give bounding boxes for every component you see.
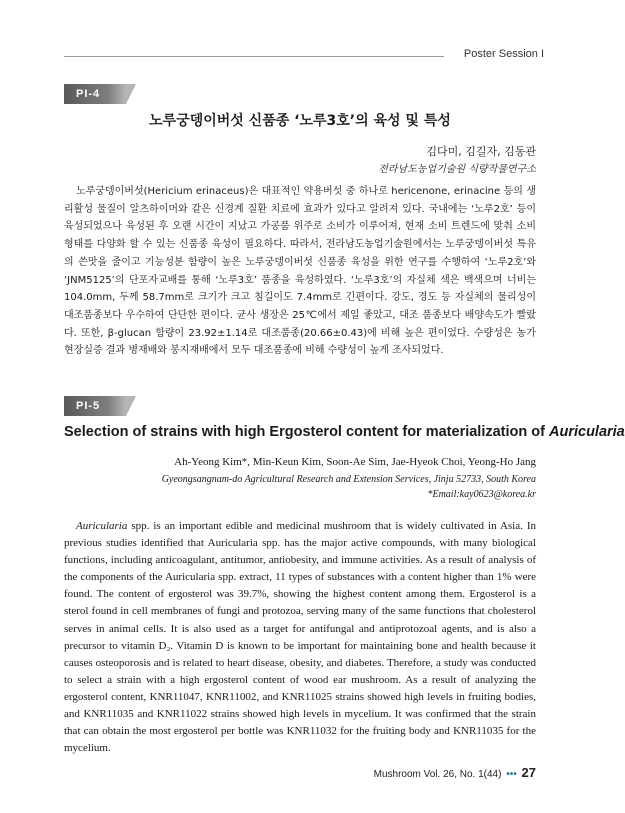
body-text: spp. is an important edible and medicinal mushroom that is widely cultivated in Asia. In previous studies identified that Auricularia spp. has the major active compounds, with many biological functions, including anticoagulant, antitumor, antiobesity, and immune activities. As a result of analysis of the components of the Auricularia spp. extract, 11 types of substances with a content higher than 1% were found. The content of ergosterol was 39.7%, showing the highest content among them. Ergosterol is a sterol found in cell membranes of fungi and protozoa, serving many of the same functions that cholesterol serves in animal cells. It is also used as a target for antifungal and antiprotozoal agents, and is also a precursor to vitamin D₂. Vitamin D is known to be important for maintaining bone and health because it causes osteoporosis and is related to heart disease, obesity, and diabetes. Therefore, a study was conducted to select a strain with a high ergosterol content of wood ear mushroom. As a result of analyzing the ergosterol content, KNR11047, KNR11002, and KNR11025 strains showed high levels in fruiting bodies, and KNR11035 and KNR11022 strains showed high levels in mycelium. It was confirmed that the strain that can obtain the most ergosterol per bottle was KNR11032 for the fruiting body and KNR11035 for the mycelium. bbox=[64, 520, 537, 755]
affiliation-pi5 bbox=[162, 472, 536, 502]
journal-label: Mushroom Vol. 26, No. 1(44) bbox=[373, 769, 502, 780]
authors-pi5: Ah-Yeong Kim*, Min-Keun Kim, Soon-Ae Sim, Jae-Hyeok Choi, Yeong-Ho Jang bbox=[174, 456, 536, 468]
abstract-body-pi5 bbox=[64, 518, 536, 757]
session-label: Poster Session I bbox=[463, 48, 544, 60]
affiliation-line: Gyeongsangnam-do Agricultural Research and Extension Services, Jinju 52733, South Korea bbox=[161, 474, 536, 485]
abstract-body-pi4: 노루궁뎅이버섯(Hericium erinaceus)은 대표적인 약용버섯 중 하나로 hericenone, erinacine 등의 생리활성 물질이 알츠하이머와 같은 신경계 질환 치료에 효과가 있다고 알려져 있다. 국내에는 ‘노루2호’ 등이 육성되었으나 육성된 후 오랜 시간이 지났고 가공품 위주로 소비가 이루어져, 현재 소비 트렌드에 맞춰 소비 형태를 다양화 할 수 있는 신품종 육성이 필요하다. 따라서, 전라남도농업기술원에서는 노루궁뎅이버섯 특유의 쓴맛을 줄이고 기능성분 함량이 높은 노루궁뎅이버섯 신품종 육성을 위한 연구를 수행하여 ‘노루2호’와 ‘JNM5125’의 단포자교배를 통해 ‘노루3호’ 품종을 육성하였다. ‘노루3호’의 자실체 색은 백색으며 너비는 104.0mm, 두께 58.7mm로 크기가 크고 침길이도 7.4mm로 긴편이다. 강도, 경도 등 자실체의 물리성이 대조품종보다 우수하여 단단한 편이다. 균사 생장은 25℃에서 제일 좋았고, 대조 품종보다 배양속도가 빨랐다. 또한, β-glucan 함량이 23.92±1.14로 대조품종(20.66±0.43)에 비해 높은 편이었다. 수량성은 농가 현장실증 결과 병재배와 봉지재배에서 모두 대조품종에 비해 수량성이 높게 조사되었다. bbox=[64, 186, 536, 357]
title-genus: Auricularia bbox=[549, 424, 625, 440]
email-line: *Email:kay0623@korea.kr bbox=[427, 489, 536, 500]
title-text: Selection of strains with high Ergosterol content for materialization of bbox=[64, 424, 545, 440]
abstract-tag-pi5: PI-5 bbox=[64, 396, 126, 416]
abstract-tag-pi4: PI-4 bbox=[64, 84, 126, 104]
abstract-title-pi5 bbox=[64, 424, 625, 440]
footer-dots: ••• bbox=[506, 769, 517, 780]
affiliation-pi4: 전라남도농업기술원 식량작물연구소 bbox=[378, 164, 536, 175]
page-number: 27 bbox=[521, 765, 536, 780]
page-footer bbox=[374, 765, 536, 780]
authors-pi4: 김다미, 김길자, 김동관 bbox=[426, 145, 536, 158]
abstract-title-pi4: 노루궁뎅이버섯 신품종 ‘노루3호’의 육성 및 특성 bbox=[149, 113, 451, 129]
body-genus: Auricularia bbox=[76, 520, 128, 532]
header-rule bbox=[64, 56, 444, 57]
